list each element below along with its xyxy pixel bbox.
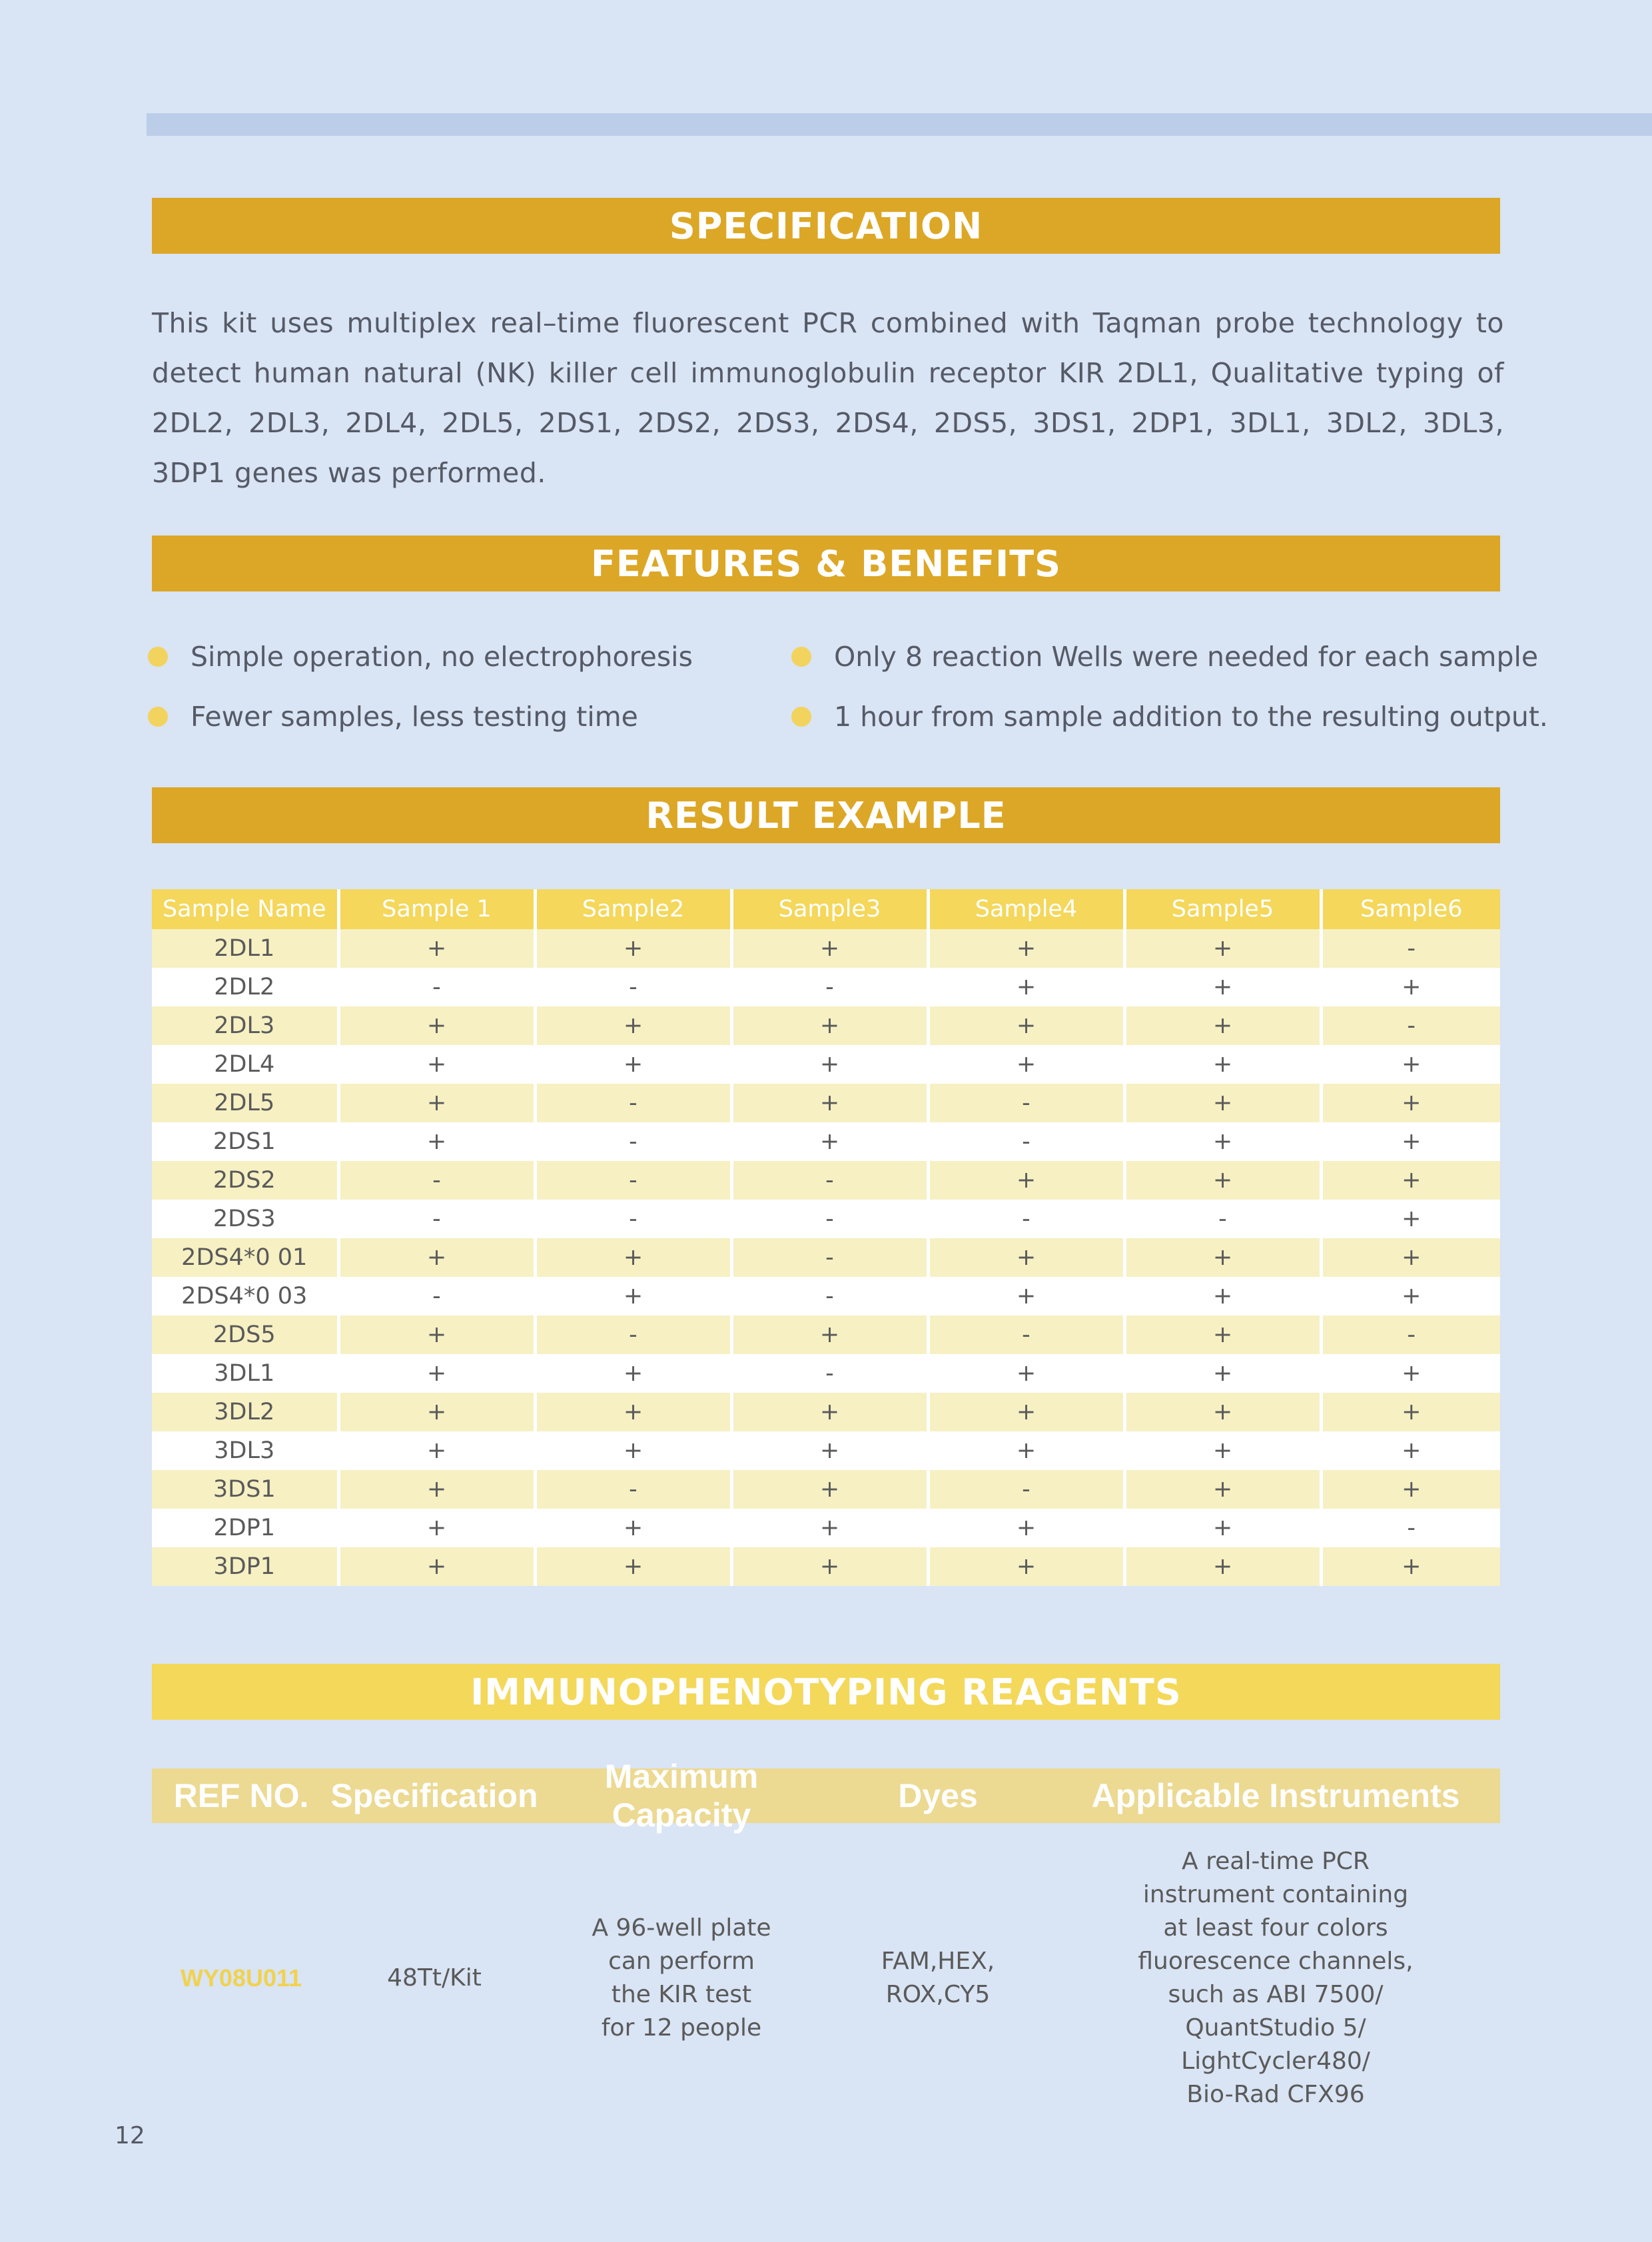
result-cell: - (928, 1470, 1124, 1509)
table-row (152, 1431, 1500, 1470)
feature-item (791, 701, 1548, 733)
result-cell: + (928, 1006, 1124, 1045)
result-cell: - (928, 1122, 1124, 1161)
feature-item (791, 641, 1538, 673)
specification-title: SPECIFICATION (152, 198, 1500, 254)
table-row (152, 1470, 1500, 1509)
result-cell: - (731, 1161, 928, 1200)
result-table (152, 889, 1500, 1586)
dyes-header: Dyes (898, 1777, 978, 1814)
capacity-line: for 12 people (601, 2014, 762, 2042)
capacity-value (538, 1912, 825, 2045)
table-row (152, 1084, 1500, 1122)
page-number: 12 (115, 2122, 145, 2149)
result-cell: + (731, 1315, 928, 1354)
gene-name-cell: 2DP1 (152, 1509, 338, 1547)
result-cell: + (1124, 1122, 1321, 1161)
feature-item (148, 701, 638, 733)
result-cell: - (338, 1277, 535, 1315)
feature-label: Simple operation, no electrophoresis (191, 641, 693, 673)
result-cell: + (928, 1045, 1124, 1084)
result-cell: + (1124, 1547, 1321, 1586)
result-cell: + (928, 1277, 1124, 1315)
reagents-row (152, 1838, 1500, 2118)
result-cell: + (1321, 1084, 1500, 1122)
table-row (152, 1161, 1500, 1200)
result-cell: + (928, 968, 1124, 1006)
result-cell: + (731, 1084, 928, 1122)
result-cell: - (535, 1161, 731, 1200)
result-cell: + (338, 1393, 535, 1431)
table-row (152, 1393, 1500, 1431)
result-cell: + (928, 1393, 1124, 1431)
result-cell: + (1321, 1470, 1500, 1509)
result-cell: + (535, 1509, 731, 1547)
feature-label: Only 8 reaction Wells were needed for each sample (834, 641, 1539, 673)
result-cell: + (928, 1547, 1124, 1586)
result-cell: + (731, 1431, 928, 1470)
result-cell: + (1321, 968, 1500, 1006)
features-title: FEATURES & BENEFITS (152, 536, 1500, 591)
result-cell: + (1124, 968, 1321, 1006)
feature-label: 1 hour from sample addition to the resulting output. (834, 701, 1548, 733)
result-cell: - (928, 1315, 1124, 1354)
result-cell: + (338, 1122, 535, 1161)
result-cell: + (338, 1006, 535, 1045)
instruments-line: LightCycler480/ (1181, 2048, 1370, 2075)
gene-name-cell: 2DS2 (152, 1161, 338, 1200)
result-cell: + (928, 1238, 1124, 1277)
result-cell: - (338, 968, 535, 1006)
result-cell: + (1321, 1547, 1500, 1586)
bullet-icon (148, 707, 168, 727)
result-cell: + (1124, 1393, 1321, 1431)
ref-no-value: WY08U011 (180, 1964, 302, 1992)
gene-name-cell: 2DL3 (152, 1006, 338, 1045)
gene-name-cell: 2DS3 (152, 1200, 338, 1238)
result-cell: + (731, 1393, 928, 1431)
result-cell: + (1321, 1431, 1500, 1470)
result-cell: - (535, 968, 731, 1006)
gene-name-cell: 3DL1 (152, 1354, 338, 1393)
result-cell: + (535, 929, 731, 968)
result-cell: + (1124, 1354, 1321, 1393)
result-cell: + (1321, 1277, 1500, 1315)
result-cell: + (1321, 1161, 1500, 1200)
header-accent-bar (147, 113, 1652, 136)
result-cell: + (338, 1509, 535, 1547)
result-cell: - (1124, 1200, 1321, 1238)
sample-header: Sample6 (1321, 889, 1500, 929)
instruments-line: such as ABI 7500/ (1168, 1981, 1384, 2008)
instruments-line: QuantStudio 5/ (1185, 2014, 1366, 2042)
result-cell: + (731, 1509, 928, 1547)
dyes-line: FAM,HEX, (881, 1948, 995, 1975)
table-row (152, 1315, 1500, 1354)
specification-header: Specification (330, 1777, 538, 1814)
result-cell: + (1321, 1238, 1500, 1277)
instruments-line: Bio-Rad CFX96 (1186, 2081, 1365, 2108)
result-cell: + (535, 1393, 731, 1431)
result-cell: + (1124, 1509, 1321, 1547)
result-cell: + (1321, 1122, 1500, 1161)
result-cell: + (1124, 1470, 1321, 1509)
sample-header: Sample 1 (338, 889, 535, 929)
result-cell: - (928, 1084, 1124, 1122)
result-cell: - (535, 1200, 731, 1238)
result-cell: + (338, 929, 535, 968)
result-cell: + (731, 1045, 928, 1084)
result-cell: + (535, 1547, 731, 1586)
sample-header: Sample3 (731, 889, 928, 929)
result-header-row (152, 889, 1500, 929)
result-cell: + (1124, 1315, 1321, 1354)
capacity-line: can perform (608, 1948, 755, 1975)
ref-no-header: REF NO. (173, 1777, 309, 1814)
gene-name-cell: 2DL5 (152, 1084, 338, 1122)
instruments-header: Applicable Instruments (1091, 1777, 1460, 1814)
result-cell: + (1124, 1006, 1321, 1045)
result-cell: - (731, 1277, 928, 1315)
result-cell: + (338, 1354, 535, 1393)
capacity-line: A 96-well plate (592, 1914, 771, 1942)
gene-name-cell: 2DS1 (152, 1122, 338, 1161)
result-cell: - (731, 1200, 928, 1238)
gene-name-cell: 3DS1 (152, 1470, 338, 1509)
result-cell: + (731, 1547, 928, 1586)
specification-text: This kit uses multiplex real–time fluorescent PCR combined with Taqman probe technology to detect human natural (NK) killer cell immunoglobulin receptor KIR 2DL1, Qualitative typing of 2DL2, 2DL3, 2DL4, 2DL5, 2DS1, 2DS2, 2DS3, 2DS4, 2DS5, 3DS1, 2DP1, 3DL1, 3DL2, 3DL3, 3DP1 genes was performed. (152, 307, 1504, 489)
result-cell: + (731, 929, 928, 968)
result-cell: + (1124, 1161, 1321, 1200)
gene-name-cell: 2DL2 (152, 968, 338, 1006)
instruments-line: at least four colors (1163, 1914, 1388, 1942)
gene-name-cell: 2DL4 (152, 1045, 338, 1084)
result-cell: + (1321, 1045, 1500, 1084)
instruments-line: instrument containing (1142, 1881, 1409, 1908)
feature-item (148, 641, 693, 673)
instruments-line: fluorescence channels, (1138, 1948, 1414, 1975)
capacity-header: Maximum Capacity (604, 1758, 759, 1834)
result-cell: + (1321, 1354, 1500, 1393)
table-row (152, 1238, 1500, 1277)
gene-name-cell: 3DP1 (152, 1547, 338, 1586)
table-row (152, 929, 1500, 968)
result-cell: + (338, 1547, 535, 1586)
result-cell: + (928, 1431, 1124, 1470)
reagents-header-row (152, 1758, 1500, 1834)
sample-header: Sample5 (1124, 889, 1321, 929)
specification-value: 48Tt/Kit (387, 1964, 482, 1992)
result-cell: + (535, 1354, 731, 1393)
result-cell: + (338, 1084, 535, 1122)
result-cell: + (1321, 1393, 1500, 1431)
reagents-title: IMMUNOPHENOTYPING REAGENTS (152, 1664, 1500, 1720)
bullet-icon (791, 647, 811, 667)
result-cell: + (1124, 1045, 1321, 1084)
result-cell: + (338, 1470, 535, 1509)
instruments-value (1051, 1845, 1500, 2111)
result-cell: + (338, 1431, 535, 1470)
result-cell: + (1124, 1084, 1321, 1122)
result-cell: - (731, 1238, 928, 1277)
result-cell: + (338, 1045, 535, 1084)
result-cell: + (731, 1006, 928, 1045)
result-cell: - (731, 968, 928, 1006)
result-cell: - (535, 1315, 731, 1354)
feature-label: Fewer samples, less testing time (191, 701, 638, 733)
table-row (152, 1354, 1500, 1393)
result-cell: + (1124, 1277, 1321, 1315)
table-row (152, 1509, 1500, 1547)
bullet-icon (148, 647, 168, 667)
gene-name-cell: 2DS5 (152, 1315, 338, 1354)
result-cell: + (928, 1509, 1124, 1547)
table-row (152, 1547, 1500, 1586)
instruments-line: A real-time PCR (1182, 1848, 1370, 1875)
result-title: RESULT EXAMPLE (152, 787, 1500, 843)
result-cell: - (338, 1161, 535, 1200)
table-row (152, 968, 1500, 1006)
result-cell: + (535, 1045, 731, 1084)
result-cell: + (338, 1315, 535, 1354)
result-cell: + (928, 929, 1124, 968)
gene-name-cell: 2DS4*0 03 (152, 1277, 338, 1315)
table-row (152, 1200, 1500, 1238)
result-cell: - (338, 1200, 535, 1238)
table-row (152, 1277, 1500, 1315)
sample-header: Sample4 (928, 889, 1124, 929)
result-cell: + (535, 1006, 731, 1045)
capacity-line: the KIR test (611, 1981, 752, 2008)
dyes-line: ROX,CY5 (885, 1981, 991, 2008)
table-row (152, 1045, 1500, 1084)
result-cell: + (1124, 929, 1321, 968)
result-cell: + (338, 1238, 535, 1277)
result-cell: + (535, 1238, 731, 1277)
table-row (152, 1006, 1500, 1045)
result-cell: + (1124, 1238, 1321, 1277)
result-cell: + (928, 1161, 1124, 1200)
result-cell: + (731, 1122, 928, 1161)
bullet-icon (791, 707, 811, 727)
table-row (152, 1122, 1500, 1161)
result-cell: - (1321, 929, 1500, 968)
result-cell: - (535, 1122, 731, 1161)
sample-name-header: Sample Name (152, 889, 338, 929)
result-cell: + (535, 1431, 731, 1470)
gene-name-cell: 3DL3 (152, 1431, 338, 1470)
result-cell: - (1321, 1315, 1500, 1354)
result-cell: + (1124, 1431, 1321, 1470)
dyes-value (825, 1945, 1051, 2012)
result-cell: - (1321, 1006, 1500, 1045)
result-cell: - (928, 1200, 1124, 1238)
result-cell: + (731, 1470, 928, 1509)
result-cell: - (1321, 1509, 1500, 1547)
sample-header: Sample2 (535, 889, 731, 929)
result-cell: + (535, 1277, 731, 1315)
gene-name-cell: 3DL2 (152, 1393, 338, 1431)
result-cell: - (535, 1470, 731, 1509)
result-cell: + (1321, 1200, 1500, 1238)
gene-name-cell: 2DL1 (152, 929, 338, 968)
result-cell: - (731, 1354, 928, 1393)
gene-name-cell: 2DS4*0 01 (152, 1238, 338, 1277)
result-cell: - (535, 1084, 731, 1122)
result-cell: + (928, 1354, 1124, 1393)
